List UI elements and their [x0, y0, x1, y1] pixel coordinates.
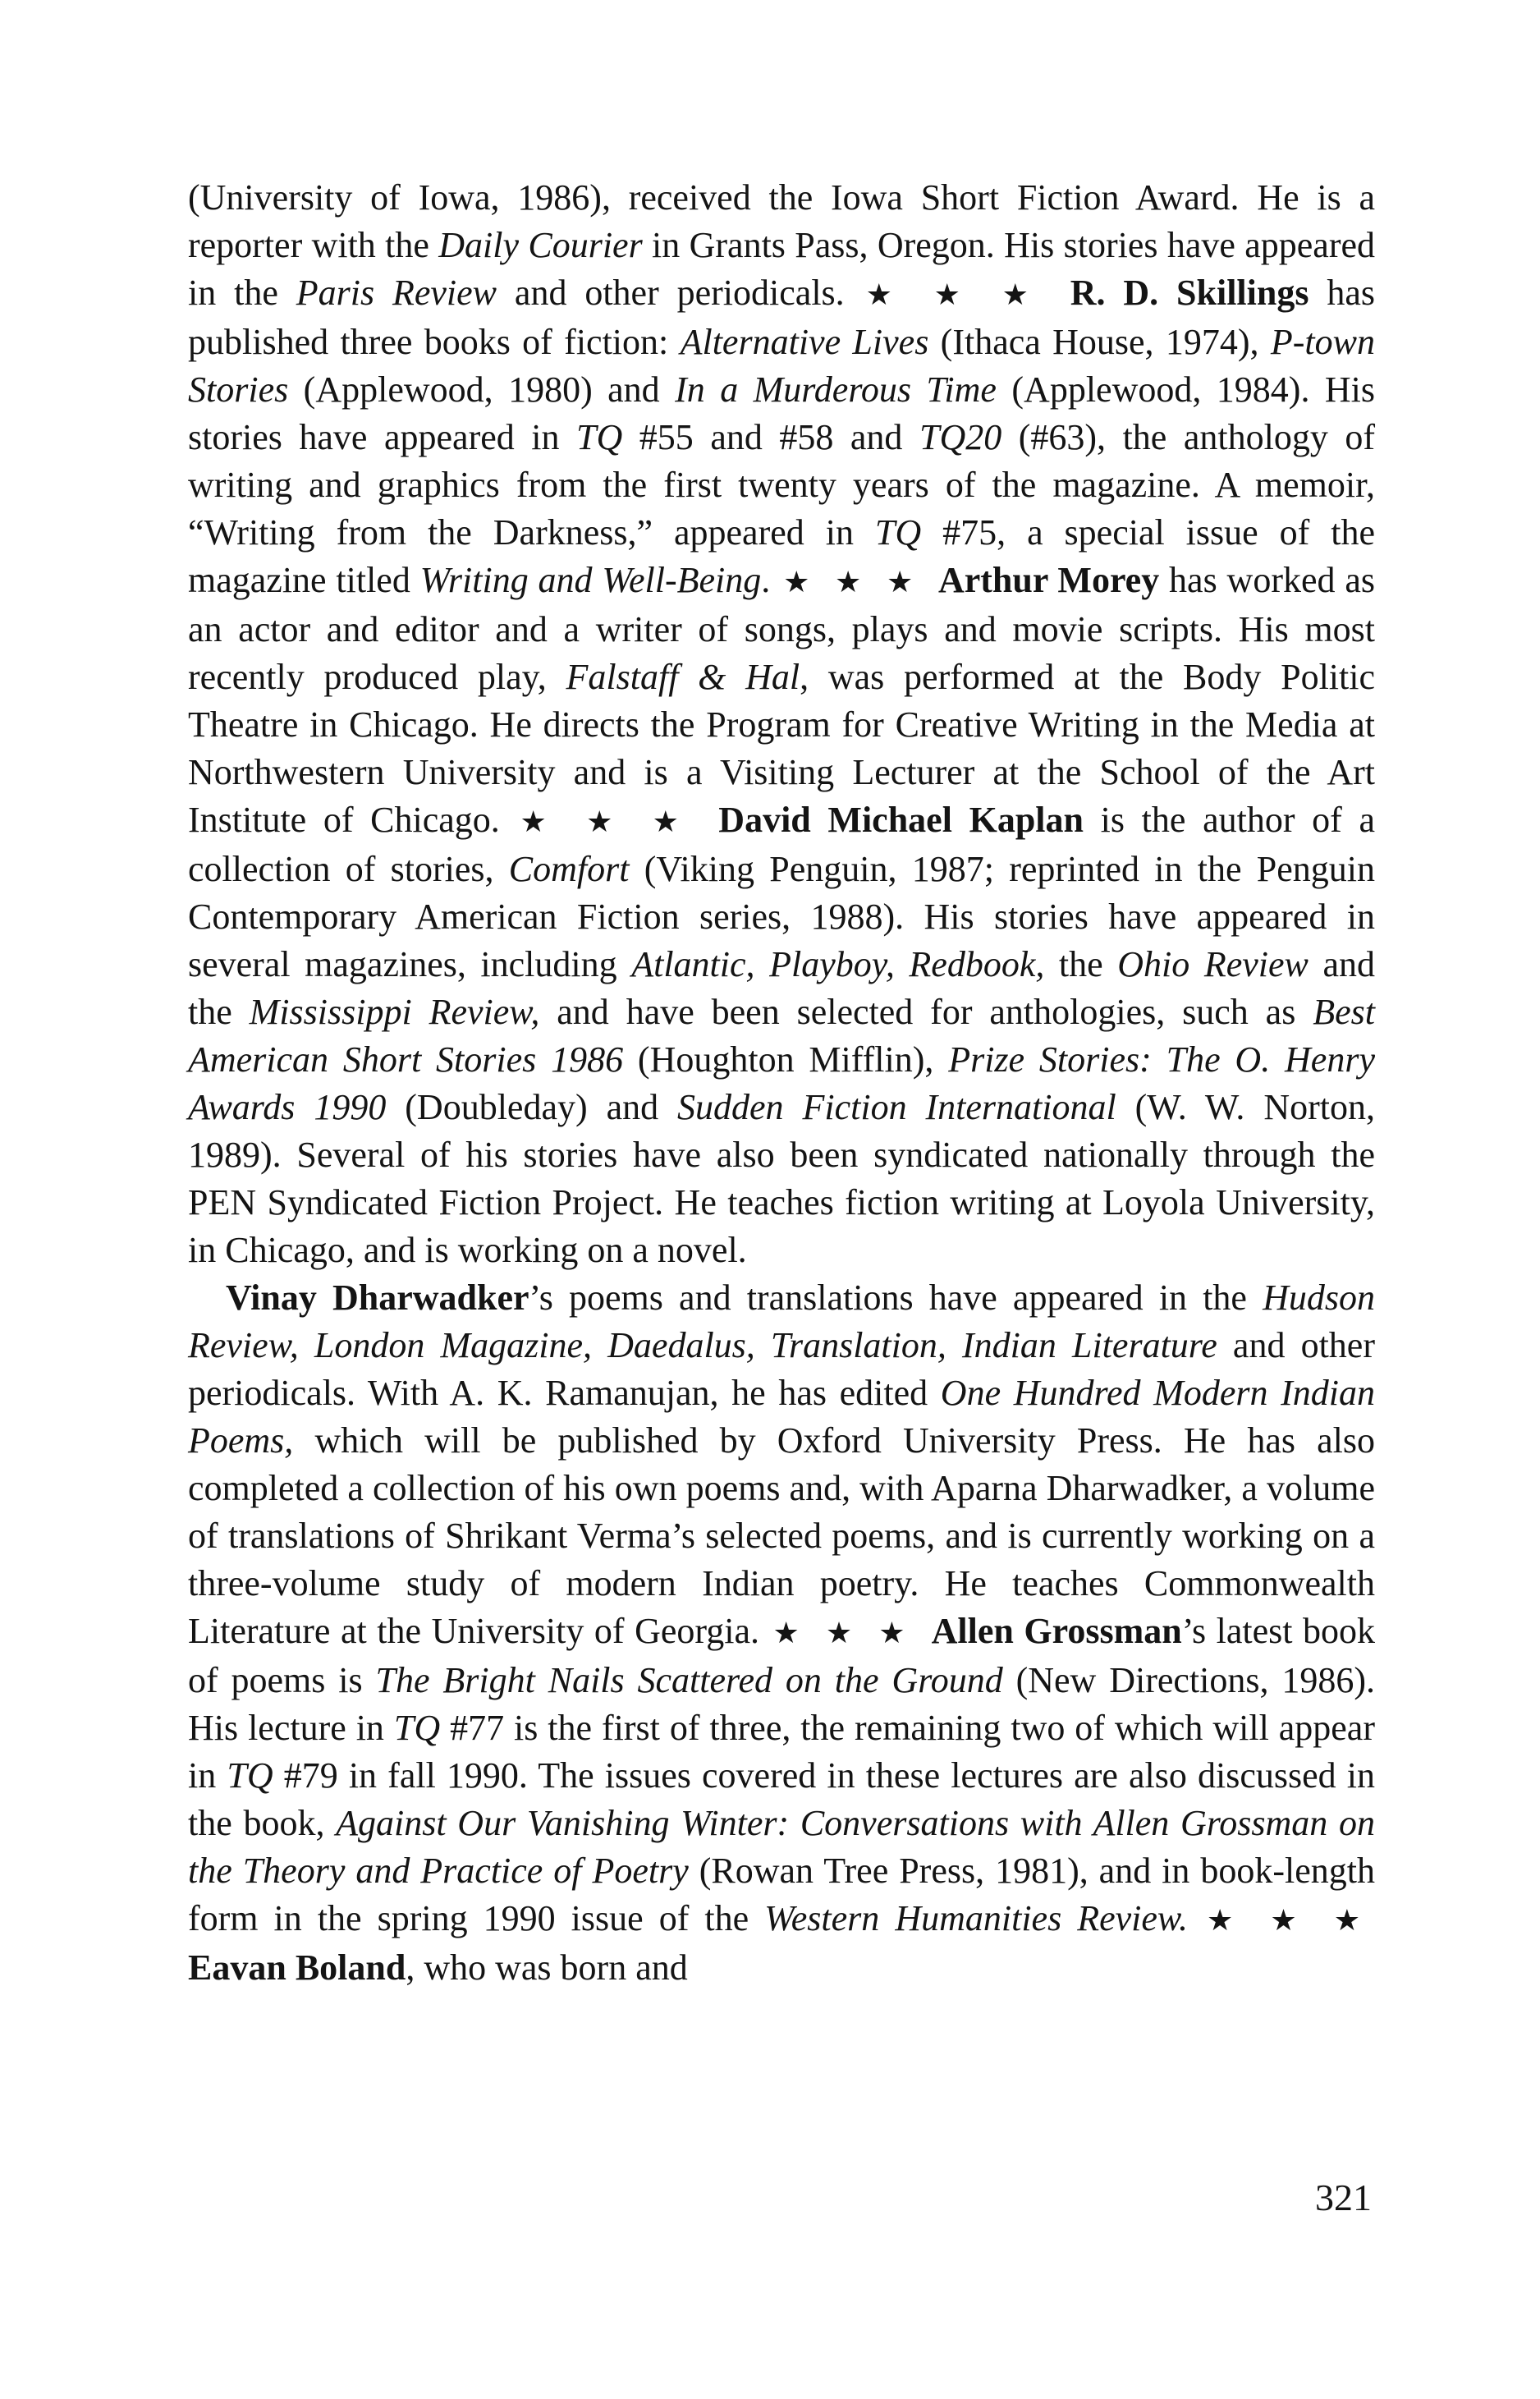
title-text: Alternative Lives	[680, 322, 929, 362]
text-run: (Rowan Tree Press, 1981), and in book-length form in the spring 1990 issue of the	[188, 1851, 1375, 1938]
title-text: The Bright Nails Scattered on the Ground	[375, 1660, 1003, 1700]
contributor-name: Vinay Dharwadker	[226, 1277, 529, 1318]
text-run: (Applewood, 1980) and	[288, 369, 676, 410]
text-run: in Grants Pass, Oregon. His stories have appeared in the	[188, 225, 1376, 313]
text-run: the	[1044, 944, 1118, 984]
text-run: #55 and #58 and	[622, 417, 919, 457]
text-run: and the	[188, 944, 1376, 1032]
text-run: (New Directions, 1986). His lecture in	[188, 1660, 1376, 1748]
title-text: Against Our Vanishing Winter: Conversations with Allen Grossman on the Theory and Practice of Poetry	[188, 1803, 1375, 1891]
text-run: #75, a special issue of the magazine titled	[188, 512, 1375, 600]
title-text: TQ	[393, 1708, 441, 1748]
section-separator: ★ ★ ★	[772, 1617, 915, 1649]
title-text: TQ20	[919, 417, 1002, 457]
text-run: (W. W. Norton, 1989). Several of his stories have also been syndicated nationally through the PEN Syndicated Fiction Project. He teaches fiction writing at Loyola University, in Chicago, and is working on a novel.	[188, 1087, 1375, 1270]
text-run: ’s poems and translations have appeared in the	[529, 1277, 1263, 1318]
text-run: (Applewood, 1984). His stories have appeared in	[188, 369, 1375, 457]
text-run: .	[761, 560, 771, 600]
title-text: Prize Stories: The O. Henry Awards 1990	[188, 1039, 1375, 1127]
title-text: Paris Review	[296, 273, 497, 313]
contributor-name: Eavan Boland	[188, 1947, 406, 1988]
title-text: Ohio Review	[1117, 944, 1309, 984]
text-run: (Doubleday) and	[386, 1087, 678, 1127]
title-text: Best American Short Stories 1986	[188, 992, 1375, 1080]
title-text: Falstaff & Hal	[566, 657, 800, 697]
title-text: TQ	[576, 417, 623, 457]
title-text: One Hundred Modern Indian Poems,	[188, 1373, 1376, 1461]
text-run: (Viking Penguin, 1987; reprinted in the Penguin Contemporary American Fiction series, 1988). His stories have appeared in several magazines, including	[188, 849, 1376, 984]
contributors-notes	[188, 174, 1375, 1992]
text-run: which will be published by Oxford University Press. He has also completed a collection of his own poems and, with Aparna Dharwadker, a volume of translations of Shrikant Verma’s selected poems, and is currently working on a three-volume study of modern Indian poetry. He teaches Commonwealth Literature at the University of Georgia.	[188, 1420, 1375, 1651]
text-run: ’s latest book of poems is	[188, 1611, 1376, 1700]
title-text: Writing and Well-Being	[419, 560, 762, 600]
title-text: TQ	[874, 512, 922, 553]
text-run: (Houghton Mifflin),	[623, 1039, 949, 1080]
section-separator: ★ ★ ★	[783, 566, 923, 599]
text-run: and have been selected for anthologies, such as	[539, 992, 1313, 1032]
text-run: has published three books of fiction:	[188, 273, 1376, 362]
title-text: Hudson Review, London Magazine, Daedalus, Translation, Indian Literature	[188, 1277, 1375, 1365]
text-run: (University of Iowa, 1986), received the Iowa Short Fiction Award. He is a reporter with the	[188, 177, 1375, 265]
contributor-name: David Michael Kaplan	[718, 800, 1084, 840]
title-text: Mississippi Review,	[249, 992, 540, 1032]
title-text: TQ	[227, 1755, 273, 1796]
paragraph	[188, 174, 1375, 1274]
title-text: P-town Stories	[188, 322, 1375, 410]
section-separator: ★ ★ ★	[520, 805, 695, 838]
text-run: and other periodicals.	[497, 273, 845, 313]
text-run: and other periodicals. With A. K. Ramanujan, he has edited	[188, 1325, 1375, 1413]
text-run: (Ithaca House, 1974),	[928, 322, 1271, 362]
contributor-name: R. D. Skillings	[1070, 273, 1309, 313]
contributor-name: Allen Grossman	[931, 1611, 1182, 1651]
title-text: Western Humanities Review.	[764, 1898, 1189, 1938]
text-run: is the author of a collection of stories,	[188, 800, 1375, 889]
title-text: Daily Courier	[438, 225, 643, 265]
text-run: #79 in fall 1990. The issues covered in these lectures are also discussed in the book,	[188, 1755, 1375, 1843]
section-separator: ★ ★ ★	[1207, 1904, 1368, 1937]
contributor-name: Arthur Morey	[937, 560, 1160, 600]
title-text: Sudden Fiction International	[677, 1087, 1116, 1127]
text-run: has worked as an actor and editor and a writer of songs, plays and movie scripts. His most recently produced play,	[188, 560, 1375, 697]
page-number: 321	[1315, 2177, 1372, 2218]
text-run: #77 is the first of three, the remaining two of which will appear in	[188, 1708, 1375, 1796]
paragraph	[188, 1274, 1375, 1992]
title-text: In a Murderous Time	[675, 369, 997, 410]
title-text: Atlantic, Playboy, Redbook,	[631, 944, 1045, 984]
text-run: (#63), the anthology of writing and graphics from the first twenty years of the magazine. A memoir, “Writing from the Darkness,” appeared in	[188, 417, 1375, 553]
title-text: Comfort	[508, 849, 630, 889]
section-separator: ★ ★ ★	[865, 278, 1046, 311]
text-run: , who was born and	[406, 1947, 688, 1988]
text-run: , was performed at the Body Politic Theatre in Chicago. He directs the Program for Creative Writing in the Media at Northwestern University and is a Visiting Lecturer at the School of the Art Institute of Chicago.	[188, 657, 1376, 840]
